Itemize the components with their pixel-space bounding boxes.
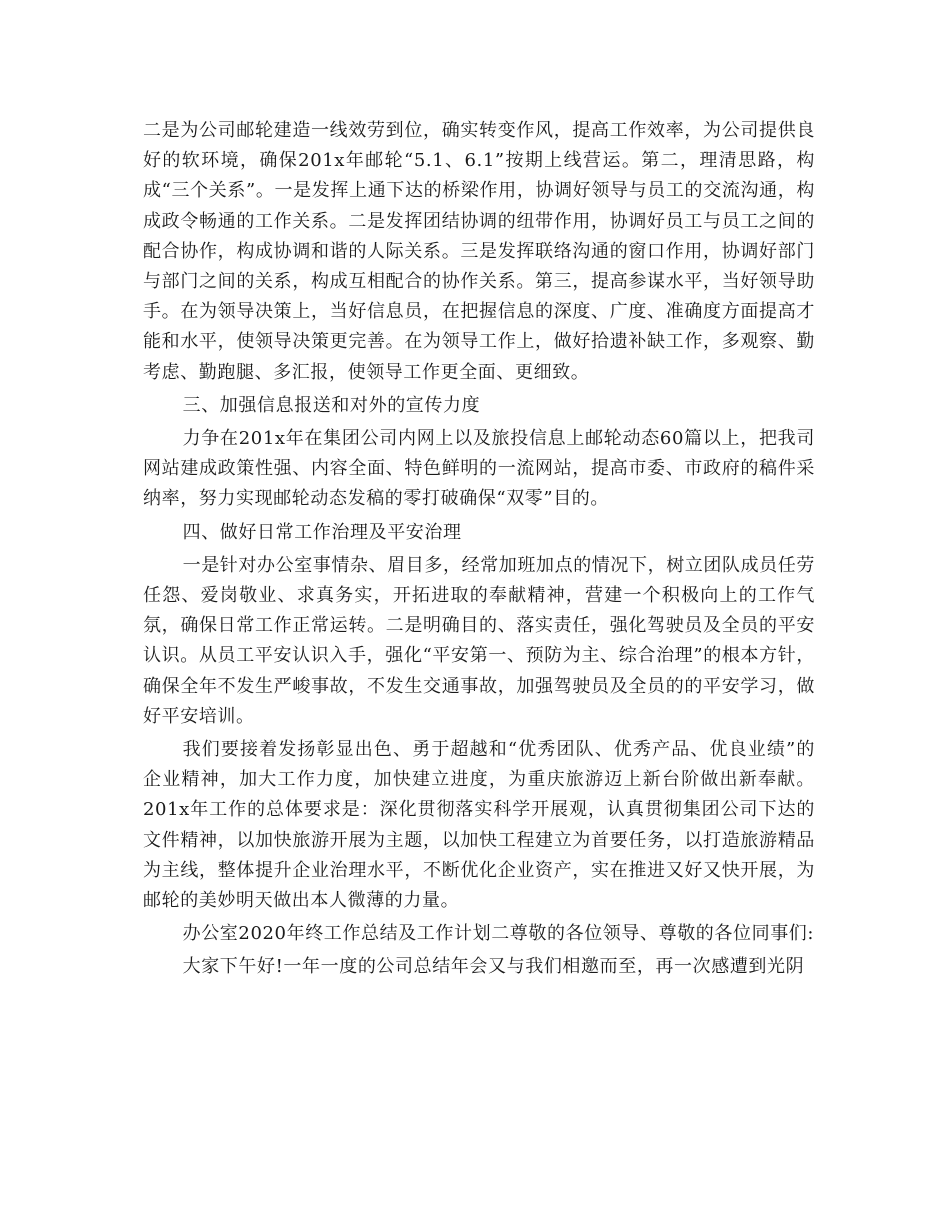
paragraph-greeting: 大家下午好!一年一度的公司总结年会又与我们相邀而至，再一次感遭到光阴 bbox=[182, 956, 805, 978]
paragraph-daily-management: 一是针对办公室事情杂、眉目多，经常加班加点的情况下，树立团队成员任劳任怨、爱岗敬业、求真务实，开拓进取的奉献精神，营建一个积极向上的工作气氛，确保日常工作正常运转。二是明确目的、落实责任，强化驾驶员及全员的平安认识。从员工平安认识入手，强化“平安第一、预防为主、综合治理”的根本方针，确保全年不发生严峻事故，不发生交通事故，加强驾驶员及全员的的平安学习，做好平安培训。 bbox=[143, 554, 815, 727]
paragraph-enterprise-spirit: 我们要接着发扬彰显出色、勇于超越和“优秀团队、优秀产品、优良业绩”的企业精神，加大工作力度，加快建立进度，为重庆旅游迈上新台阶做出新奉献。201x年工作的总体要求是：深化贯彻落实科学开展观，认真贯彻集团公司下达的文件精神，以加快旅游开展为主题，以加快工程建立为首要任务，以打造旅游精品为主线，整体提升企业治理水平，不断优化企业资产，实在推进又好又快开展，为邮轮的美妙明天做出本人微薄的力量。 bbox=[143, 739, 815, 912]
paragraph-continuation: 二是为公司邮轮建造一线效劳到位，确实转变作风，提高工作效率，为公司提供良好的软环境，确保201x年邮轮“5.1、6.1”按期上线营运。第二，理清思路，构成“三个关系”。一是发挥上通下达的桥梁作用，协调好领导与员工的交流沟通，构成政令畅通的工作关系。二是发挥团结协调的纽带作用，协调好员工与员工之间的配合协作，构成协调和谐的人际关系。三是发挥联络沟通的窗口作用，协调好部门与部门之间的关系，构成互相配合的协作关系。第三，提高参谋水平，当好领导助手。在为领导决策上，当好信息员，在把握信息的深度、广度、准确度方面提高才能和水平，使领导决策更完善。在为领导工作上，做好拾遗补缺工作，多观察、勤考虑、勤跑腿、多汇报，使领导工作更全面、更细致。 bbox=[143, 120, 815, 383]
section-heading-three: 三、加强信息报送和对外的宣传力度 bbox=[182, 394, 481, 416]
section-heading-four: 四、做好日常工作治理及平安治理 bbox=[182, 521, 462, 543]
document-body bbox=[143, 116, 815, 986]
paragraph-second-report-title: 办公室2020年终工作总结及工作计划二尊敬的各位领导、尊敬的各位同事们: bbox=[182, 923, 815, 945]
paragraph-publicity: 力争在201x年在集团公司内网上以及旅投信息上邮轮动态60篇以上，把我司网站建成政策性强、内容全面、特色鲜明的一流网站，提高市委、市政府的稿件采纳率，努力实现邮轮动态发稿的零打破确保“双零”目的。 bbox=[143, 428, 815, 510]
